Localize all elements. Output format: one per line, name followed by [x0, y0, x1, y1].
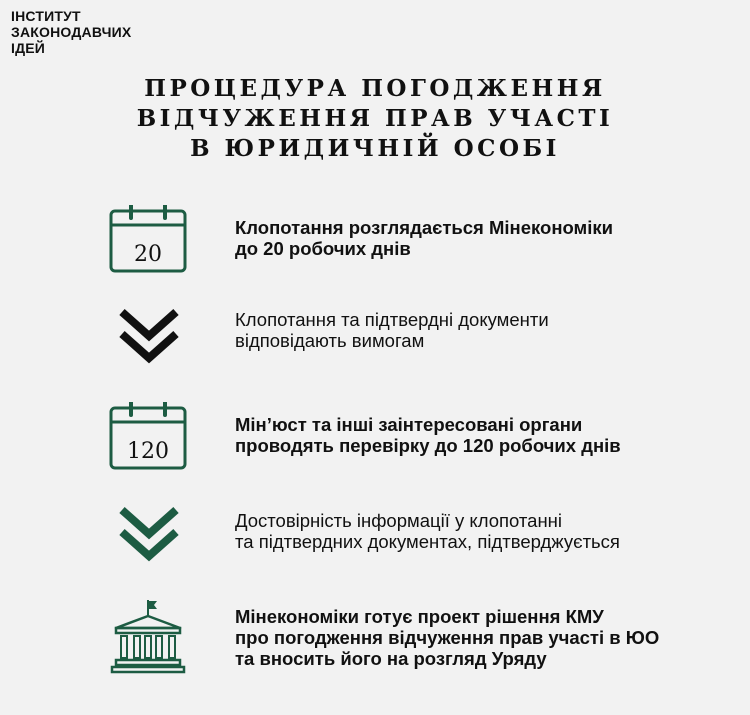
- step-line: Клопотання розглядається Мінекономіки: [235, 217, 614, 238]
- calendar-number: 120: [127, 439, 169, 464]
- step-text: [235, 510, 620, 552]
- step-line: Клопотання та підтвердні документи: [235, 309, 549, 330]
- step-line: Мін’юст та інші заінтересовані органи: [235, 414, 583, 435]
- title-line: В ЮРИДИЧНІЙ ОСОБІ: [190, 135, 560, 162]
- logo-line: ЗАКОНОДАВЧИХ: [11, 24, 132, 40]
- calendar-icon: [109, 205, 189, 275]
- step-line: Достовірність інформації у клопотанні: [235, 510, 562, 531]
- double-chevron-down-icon: [118, 308, 180, 364]
- title-line: ПРОЦЕДУРА ПОГОДЖЕННЯ: [144, 75, 606, 102]
- page-title: [0, 74, 750, 164]
- step-line: проводять перевірку до 120 робочих днів: [235, 435, 621, 456]
- step-text: [235, 217, 613, 259]
- step-line: до 20 робочих днів: [235, 238, 411, 259]
- step-text: [235, 606, 659, 669]
- step-line: про погодження відчуження прав участі в ЮО: [235, 627, 660, 648]
- logo-line: ІНСТИТУТ: [11, 8, 81, 24]
- double-chevron-down-icon: [118, 506, 180, 562]
- step-line: та підтвердних документах, підтверджується: [235, 531, 620, 552]
- logo-line: ІДЕЙ: [11, 40, 46, 56]
- calendar-number: 20: [134, 242, 162, 267]
- institute-logo: [11, 8, 131, 56]
- step-text: [235, 309, 549, 351]
- step-line: та вносить його на розгляд Уряду: [235, 648, 547, 669]
- step-line: Мінекономіки готує проект рішення КМУ: [235, 606, 604, 627]
- step-text: [235, 414, 621, 456]
- step-line: відповідають вимогам: [235, 330, 425, 351]
- government-building-icon: [110, 598, 186, 674]
- calendar-icon: [109, 402, 189, 472]
- title-line: ВІДЧУЖЕННЯ ПРАВ УЧАСТІ: [136, 105, 614, 132]
